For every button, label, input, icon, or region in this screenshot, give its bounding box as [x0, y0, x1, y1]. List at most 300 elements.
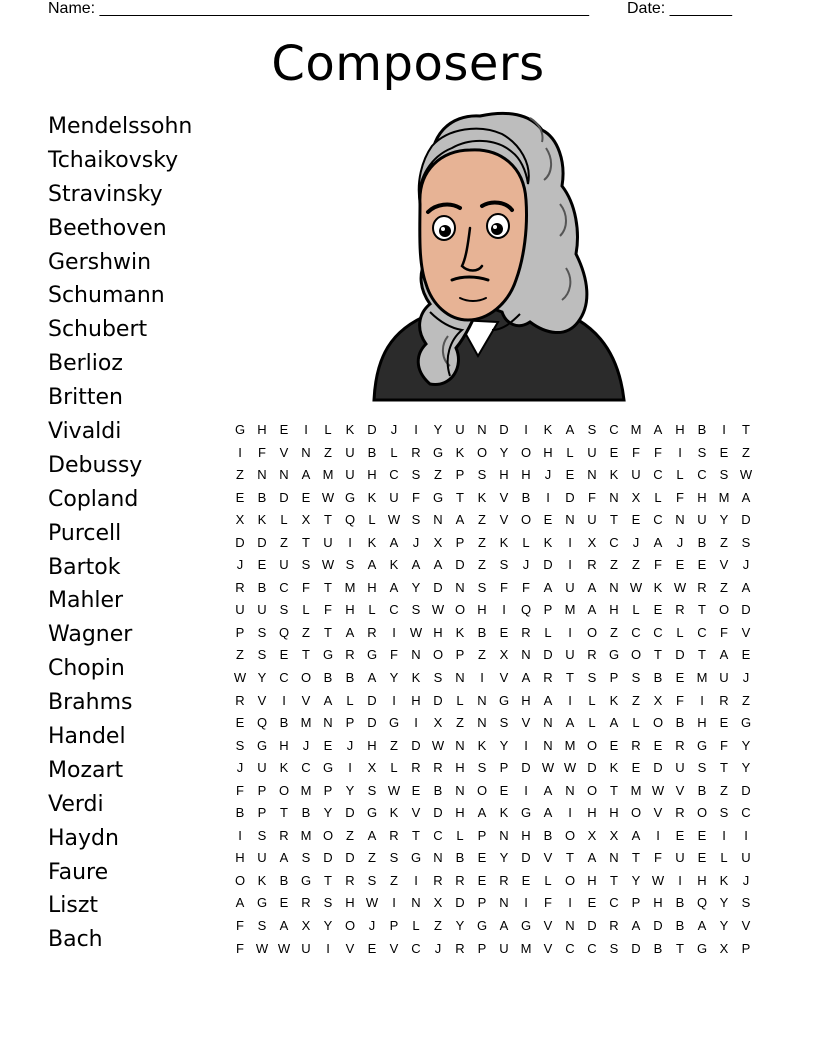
grid-row [229, 532, 779, 555]
grid-cell: E [609, 444, 619, 460]
grid-cell: J [632, 534, 640, 550]
grid-cell: S [587, 422, 597, 437]
grid-cell: I [326, 940, 330, 956]
grid-cell: O [322, 827, 334, 843]
grid-cell: U [499, 940, 509, 956]
grid-cell: E [235, 489, 245, 505]
grid-cell: F [720, 624, 728, 640]
grid-row [229, 487, 779, 510]
grid-cell: W [365, 895, 379, 911]
grid-cell: U [389, 489, 399, 505]
grid-cell: A [543, 692, 553, 708]
grid-cell: B [653, 940, 663, 956]
grid-cell: Z [632, 557, 640, 573]
grid-cell: A [279, 918, 289, 934]
grid-cell: E [675, 827, 685, 843]
grid-cell: J [412, 534, 420, 550]
grid-cell: Z [632, 692, 640, 708]
grid-cell: I [546, 489, 550, 505]
grid-cell: P [499, 760, 509, 776]
grid-cell: J [236, 557, 244, 573]
grid-cell: Z [390, 737, 398, 753]
grid-cell: S [411, 602, 421, 618]
grid-cell: V [389, 940, 399, 956]
grid-cell: D [741, 602, 751, 618]
grid-cell: U [345, 467, 355, 483]
grid-cell: N [323, 715, 333, 731]
grid-cell: O [564, 827, 576, 843]
grid-cell: W [387, 512, 401, 528]
word-list-item: Stravinsky [48, 181, 163, 207]
grid-cell: I [392, 895, 396, 911]
grid-cell: X [433, 534, 443, 550]
grid-cell: M [344, 579, 356, 595]
grid-cell: B [323, 670, 333, 686]
word-list-item: Mozart [48, 757, 124, 783]
grid-cell: W [739, 467, 753, 483]
grid-cell: F [390, 647, 398, 663]
grid-row [229, 554, 779, 577]
grid-row [229, 509, 779, 532]
grid-cell: R [719, 692, 729, 708]
grid-cell: R [411, 444, 421, 460]
grid-cell: E [499, 624, 509, 640]
grid-cell: H [433, 624, 443, 640]
grid-cell: P [609, 670, 619, 686]
grid-cell: N [499, 827, 509, 843]
grid-cell: V [653, 805, 663, 821]
grid-cell: A [697, 918, 707, 934]
grid-cell: C [697, 467, 707, 483]
grid-cell: O [344, 918, 356, 934]
grid-cell: K [411, 670, 421, 686]
grid-cell: B [301, 805, 311, 821]
grid-cell: X [609, 827, 619, 843]
grid-cell: S [235, 737, 245, 753]
grid-cell: U [675, 760, 685, 776]
grid-cell: E [653, 737, 663, 753]
grid-row [229, 735, 779, 758]
grid-cell: I [524, 737, 528, 753]
grid-cell: W [431, 737, 445, 753]
grid-cell: V [543, 918, 553, 934]
grid-cell: M [564, 737, 576, 753]
grid-cell: A [455, 512, 465, 528]
grid-cell: V [499, 670, 509, 686]
grid-cell: G [740, 715, 752, 731]
grid-cell: R [455, 940, 465, 956]
grid-cell: R [433, 872, 443, 888]
grid-cell: K [257, 872, 267, 888]
grid-cell: U [719, 670, 729, 686]
grid-cell: Z [742, 444, 750, 460]
grid-cell: A [543, 782, 553, 798]
word-list-item: Debussy [48, 452, 143, 478]
grid-cell: V [257, 692, 267, 708]
grid-cell: N [587, 467, 597, 483]
grid-cell: K [719, 872, 729, 888]
grid-cell: Y [719, 512, 729, 528]
page-title: Composers [271, 36, 545, 92]
grid-cell: X [499, 647, 509, 663]
grid-cell: K [543, 534, 553, 550]
grid-cell: D [345, 850, 355, 866]
grid-cell: D [521, 760, 531, 776]
grid-cell: Q [256, 715, 268, 731]
grid-cell: B [367, 444, 377, 460]
grid-cell: S [411, 512, 421, 528]
grid-cell: S [411, 467, 421, 483]
grid-cell: R [587, 647, 597, 663]
grid-cell: N [257, 467, 267, 483]
grid-cell: D [455, 557, 465, 573]
grid-cell: P [257, 782, 267, 798]
grid-cell: N [411, 895, 421, 911]
grid-row [229, 690, 779, 713]
grid-cell: W [277, 940, 291, 956]
grid-cell: U [257, 602, 267, 618]
grid-cell: U [631, 467, 641, 483]
grid-cell: L [346, 692, 354, 708]
grid-cell: U [279, 557, 289, 573]
grid-cell: T [324, 624, 332, 640]
grid-cell: Z [346, 827, 354, 843]
grid-cell: H [697, 872, 707, 888]
grid-cell: E [697, 557, 707, 573]
grid-cell: I [304, 422, 308, 437]
grid-cell: H [653, 895, 663, 911]
grid-cell: X [433, 715, 443, 731]
grid-cell: R [675, 737, 685, 753]
grid-cell: S [257, 647, 267, 663]
grid-cell: D [345, 805, 355, 821]
grid-cell: A [741, 489, 751, 505]
grid-cell: Z [478, 647, 486, 663]
grid-cell: C [631, 624, 641, 640]
grid-cell: H [521, 692, 531, 708]
word-list-item: Handel [48, 724, 126, 750]
grid-cell: W [673, 579, 687, 595]
grid-cell: X [301, 918, 311, 934]
grid-cell: N [455, 737, 465, 753]
grid-cell: U [323, 534, 333, 550]
grid-cell: A [587, 850, 597, 866]
grid-cell: J [390, 422, 398, 437]
grid-cell: N [675, 512, 685, 528]
grid-cell: S [257, 624, 267, 640]
grid-cell: L [544, 872, 552, 888]
grid-cell: W [541, 760, 555, 776]
grid-cell: P [345, 715, 355, 731]
grid-cell: U [565, 579, 575, 595]
grid-cell: S [477, 467, 487, 483]
grid-cell: F [522, 579, 530, 595]
grid-cell: C [653, 624, 663, 640]
grid-cell: K [499, 534, 509, 550]
grid-cell: I [744, 827, 748, 843]
grid-cell: C [279, 670, 289, 686]
coat [374, 304, 624, 400]
grid-cell: K [477, 737, 487, 753]
grid-cell: C [301, 760, 311, 776]
grid-cell: K [345, 422, 355, 437]
grid-cell: Z [236, 467, 244, 483]
grid-cell: M [520, 940, 532, 956]
grid-cell: Y [411, 579, 421, 595]
grid-cell: H [279, 737, 289, 753]
grid-cell: T [654, 647, 662, 663]
grid-cell: C [609, 422, 619, 437]
grid-cell: F [324, 602, 332, 618]
grid-cell: Z [478, 534, 486, 550]
grid-cell: K [543, 422, 553, 437]
grid-row [229, 825, 779, 848]
grid-cell: O [432, 647, 444, 663]
grid-cell: L [456, 692, 464, 708]
grid-cell: T [302, 647, 310, 663]
grid-cell: G [432, 489, 444, 505]
grid-cell: U [587, 444, 597, 460]
grid-cell: O [586, 782, 598, 798]
grid-cell: U [235, 602, 245, 618]
grid-cell: O [652, 715, 664, 731]
grid-cell: R [389, 827, 399, 843]
grid-cell: X [719, 940, 729, 956]
grid-cell: D [257, 534, 267, 550]
grid-cell: W [233, 670, 247, 686]
grid-cell: E [653, 602, 663, 618]
grid-cell: L [566, 444, 574, 460]
grid-cell: H [455, 805, 465, 821]
grid-cell: N [477, 715, 487, 731]
word-list-item: Bartok [48, 554, 121, 580]
grid-cell: A [719, 647, 729, 663]
grid-cell: T [324, 512, 332, 528]
grid-cell: T [324, 872, 332, 888]
grid-cell: F [654, 850, 662, 866]
grid-cell: N [609, 579, 619, 595]
grid-cell: G [366, 647, 378, 663]
grid-cell: Z [478, 557, 486, 573]
grid-cell: H [543, 444, 553, 460]
grid-cell: H [675, 422, 685, 437]
grid-row [229, 622, 779, 645]
grid-cell: K [455, 444, 465, 460]
grid-cell: B [521, 489, 531, 505]
grid-cell: H [345, 895, 355, 911]
grid-cell: T [324, 579, 332, 595]
grid-cell: H [609, 805, 619, 821]
grid-cell: A [543, 579, 553, 595]
grid-cell: A [279, 850, 289, 866]
grid-cell: I [414, 422, 418, 437]
grid-cell: T [720, 760, 728, 776]
grid-cell: F [720, 737, 728, 753]
grid-cell: O [586, 624, 598, 640]
grid-row [229, 780, 779, 803]
grid-cell: D [323, 850, 333, 866]
grid-cell: K [609, 760, 619, 776]
grid-cell: B [697, 782, 707, 798]
grid-cell: P [477, 940, 487, 956]
grid-cell: Y [719, 918, 729, 934]
grid-cell: O [718, 602, 730, 618]
grid-cell: R [433, 760, 443, 776]
grid-cell: Z [610, 624, 618, 640]
grid-cell: D [279, 489, 289, 505]
grid-cell: O [630, 805, 642, 821]
grid-cell: G [234, 422, 246, 437]
grid-cell: M [718, 489, 730, 505]
grid-cell: C [609, 534, 619, 550]
grid-cell: P [323, 782, 333, 798]
grid-cell: Q [344, 512, 356, 528]
grid-row [229, 667, 779, 690]
grid-cell: K [609, 692, 619, 708]
grid-cell: Y [499, 444, 509, 460]
grid-cell: C [587, 940, 597, 956]
grid-cell: R [345, 647, 355, 663]
grid-cell: P [257, 805, 267, 821]
grid-cell: M [630, 782, 642, 798]
grid-cell: Y [323, 918, 333, 934]
grid-cell: C [653, 467, 663, 483]
grid-cell: B [279, 715, 289, 731]
grid-cell: P [543, 602, 553, 618]
grid-cell: H [477, 602, 487, 618]
grid-cell: I [392, 624, 396, 640]
grid-cell: V [345, 940, 355, 956]
grid-cell: K [609, 467, 619, 483]
grid-cell: A [565, 422, 575, 437]
grid-cell: S [389, 850, 399, 866]
grid-cell: D [367, 692, 377, 708]
grid-cell: R [543, 670, 553, 686]
grid-cell: H [367, 737, 377, 753]
grid-cell: H [521, 827, 531, 843]
grid-cell: C [565, 940, 575, 956]
grid-cell: H [587, 805, 597, 821]
grid-cell: Q [696, 895, 708, 911]
grid-cell: C [433, 827, 443, 843]
grid-cell: Z [368, 850, 376, 866]
grid-cell: Y [345, 782, 355, 798]
grid-cell: B [697, 422, 707, 437]
grid-cell: H [521, 467, 531, 483]
grid-cell: T [742, 422, 750, 437]
grid-cell: G [256, 737, 268, 753]
grid-cell: F [236, 940, 244, 956]
grid-cell: D [675, 647, 685, 663]
grid-cell: G [322, 647, 334, 663]
word-list-item: Vivaldi [48, 419, 122, 445]
grid-cell: M [696, 670, 708, 686]
grid-cell: G [476, 918, 488, 934]
grid-cell: Y [631, 872, 641, 888]
grid-cell: J [302, 737, 310, 753]
grid-cell: P [455, 534, 465, 550]
grid-row [229, 870, 779, 893]
grid-cell: E [565, 467, 575, 483]
grid-cell: T [412, 827, 420, 843]
grid-cell: S [697, 444, 707, 460]
grid-cell: H [411, 692, 421, 708]
grid-cell: R [345, 872, 355, 888]
grid-cell: E [235, 715, 245, 731]
grid-cell: D [741, 512, 751, 528]
grid-cell: S [367, 782, 377, 798]
grid-cell: Z [720, 579, 728, 595]
grid-cell: I [348, 760, 352, 776]
grid-cell: D [433, 692, 443, 708]
grid-cell: B [257, 489, 267, 505]
grid-cell: I [238, 827, 242, 843]
grid-row [229, 599, 779, 622]
grid-cell: T [566, 670, 574, 686]
grid-cell: O [564, 872, 576, 888]
grid-cell: M [300, 715, 312, 731]
grid-cell: M [564, 602, 576, 618]
grid-cell: S [719, 805, 729, 821]
word-list-item: Faure [48, 859, 109, 885]
grid-cell: C [609, 895, 619, 911]
grid-cell: O [454, 602, 466, 618]
grid-cell: N [609, 850, 619, 866]
grid-cell: D [653, 918, 663, 934]
grid-cell: S [609, 940, 619, 956]
grid-cell: X [301, 512, 311, 528]
grid-cell: I [722, 422, 726, 437]
grid-cell: V [499, 489, 509, 505]
grid-cell: E [477, 872, 487, 888]
grid-cell: V [543, 850, 553, 866]
grid-cell: A [301, 467, 311, 483]
word-list-item: Beethoven [48, 215, 167, 241]
grid-cell: T [566, 850, 574, 866]
grid-cell: W [651, 782, 665, 798]
grid-cell: R [697, 579, 707, 595]
grid-cell: I [678, 444, 682, 460]
grid-row [229, 644, 779, 667]
grid-cell: R [411, 760, 421, 776]
grid-cell: P [455, 647, 465, 663]
grid-cell: M [630, 422, 642, 437]
grid-cell: Z [434, 918, 442, 934]
grid-cell: C [411, 940, 421, 956]
grid-cell: E [279, 895, 289, 911]
word-list-item: Copland [48, 486, 139, 512]
grid-cell: Y [741, 760, 751, 776]
grid-cell: E [279, 422, 289, 437]
word-list-item: Purcell [48, 520, 122, 546]
grid-cell: R [675, 602, 685, 618]
grid-cell: E [719, 444, 729, 460]
grid-cell: N [543, 715, 553, 731]
grid-cell: V [499, 512, 509, 528]
grid-cell: D [587, 918, 597, 934]
grid-cell: B [433, 782, 443, 798]
grid-cell: Z [280, 534, 288, 550]
grid-cell: G [432, 444, 444, 460]
grid-cell: V [279, 444, 289, 460]
grid-cell: V [543, 940, 553, 956]
grid-cell: G [696, 737, 708, 753]
grid-cell: Y [499, 737, 509, 753]
grid-cell: W [629, 579, 643, 595]
grid-cell: I [414, 715, 418, 731]
grid-cell: P [477, 895, 487, 911]
grid-cell: G [520, 918, 532, 934]
